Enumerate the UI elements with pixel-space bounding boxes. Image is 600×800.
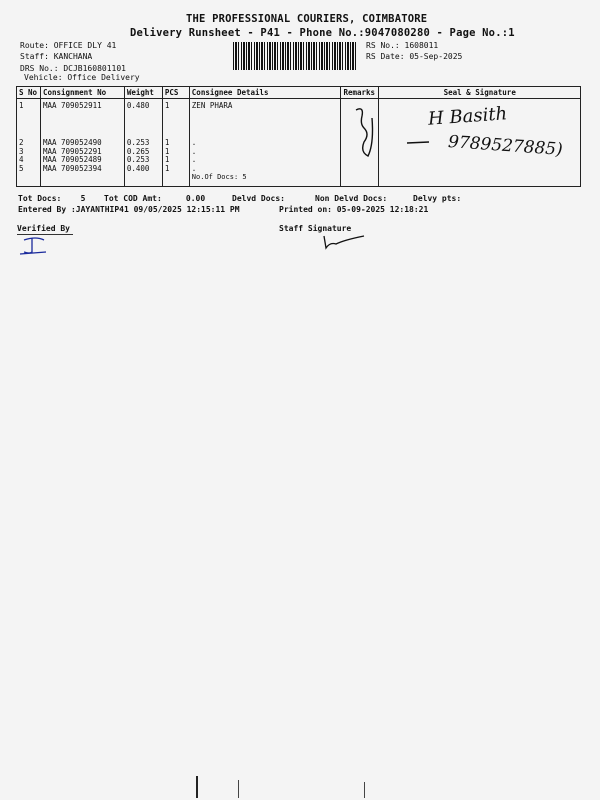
cell-consignee: . — [189, 139, 341, 148]
col-consignee: Consignee Details — [189, 87, 341, 99]
cell-pcs: 1 — [162, 139, 189, 148]
company-title: THE PROFESSIONAL COURIERS, COIMBATORE — [186, 13, 428, 25]
cell-pcs: 1 — [162, 99, 189, 140]
table-row — [17, 165, 581, 174]
scan-artifact — [196, 776, 198, 798]
cell-sno: 3 — [17, 148, 41, 157]
cell-consignee: . — [189, 165, 341, 174]
cell-pcs: 1 — [162, 165, 189, 174]
cell-consignee: ZEN PHARA — [189, 99, 341, 140]
route-label: Route: OFFICE DLY 41 — [20, 41, 117, 50]
tot-cod-amt: Tot COD Amt: 0.00 — [104, 194, 206, 203]
delvd-docs: Delvd Docs: — [232, 194, 285, 203]
cell-sno: 1 — [17, 99, 41, 140]
cell-consignee: . — [189, 156, 341, 165]
cell-weight: 0.253 — [124, 139, 162, 148]
rs-number: RS No.: 1608011 — [366, 41, 439, 50]
handwritten-dash — [405, 140, 435, 146]
verified-by-signature — [16, 234, 56, 258]
handwritten-receiver-name: H Basith — [427, 103, 508, 130]
cell-pcs: 1 — [162, 156, 189, 165]
non-delvd-docs: Non Delvd Docs: — [315, 194, 388, 203]
cell-consignment: MAA 709052490 — [40, 139, 124, 148]
remarks-handwritten-mark — [350, 104, 390, 174]
cell-weight: 0.400 — [124, 165, 162, 174]
printed-on: Printed on: 05-09-2025 12:18:21 — [279, 205, 429, 214]
scan-artifact — [238, 780, 239, 798]
scan-artifact — [364, 782, 365, 798]
col-sno: S No — [17, 87, 41, 99]
vehicle-label: Vehicle: Office Delivery — [24, 73, 140, 82]
cell-consignment: MAA 709052291 — [40, 148, 124, 157]
cell-consignee: . — [189, 148, 341, 157]
cell-sno: 2 — [17, 139, 41, 148]
cell-sno: 4 — [17, 156, 41, 165]
cell-consignment: MAA 709052394 — [40, 165, 124, 174]
col-weight: Weight — [124, 87, 162, 99]
cell-consignment: MAA 709052489 — [40, 156, 124, 165]
cell-weight: 0.253 — [124, 156, 162, 165]
col-consignment: Consignment No — [40, 87, 124, 99]
verified-by-label: Verified By — [17, 224, 70, 233]
staff-signature — [320, 234, 370, 254]
tot-docs: Tot Docs: 5 — [18, 194, 86, 203]
col-remarks: Remarks — [341, 87, 379, 99]
cell-pcs: 1 — [162, 148, 189, 157]
cell-consignment: MAA 709052911 — [40, 99, 124, 140]
cell-weight: 0.480 — [124, 99, 162, 140]
barcode — [233, 42, 357, 70]
runsheet-title: Delivery Runsheet - P41 - Phone No.:9047080280 - Page No.:1 — [130, 27, 515, 39]
drs-number: DRS No.: DCJB160801101 — [20, 64, 126, 73]
rs-date: RS Date: 05-Sep-2025 — [366, 52, 463, 61]
delvy-pts: Delvy pts: — [413, 194, 462, 203]
table-row — [17, 173, 581, 187]
col-pcs: PCS — [162, 87, 189, 99]
staff-signature-label: Staff Signature — [279, 224, 352, 233]
staff-label: Staff: KANCHANA — [20, 52, 93, 61]
col-seal: Seal & Signature — [379, 87, 581, 99]
no-of-docs: No.Of Docs: 5 — [189, 173, 341, 187]
table-header-row — [17, 87, 581, 99]
cell-sno: 5 — [17, 165, 41, 174]
entered-by: Entered By :JAYANTHIP41 09/05/2025 12:15:11 PM — [18, 205, 240, 214]
handwritten-phone-number: 9789527885) — [447, 132, 564, 160]
cell-weight: 0.265 — [124, 148, 162, 157]
